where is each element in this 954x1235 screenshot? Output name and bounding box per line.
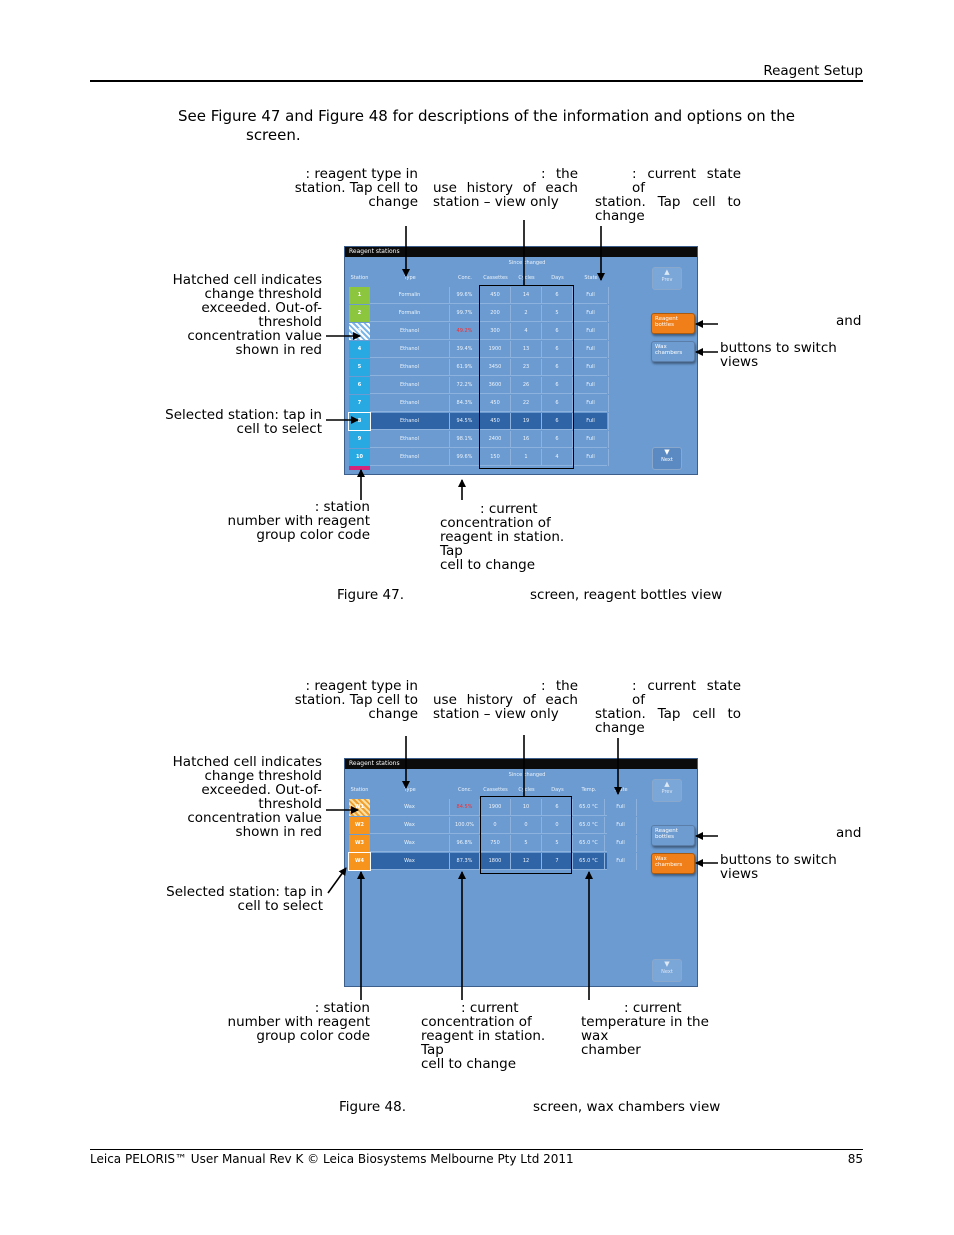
button-line: Wax: [655, 344, 667, 350]
cell-conc[interactable]: 84.5%: [450, 799, 480, 816]
cell-cyc: 0: [511, 817, 542, 834]
cell-days: 4: [542, 449, 573, 466]
cell-type[interactable]: Wax: [370, 799, 450, 816]
callout-line: shown in red: [235, 824, 322, 840]
cell-station[interactable]: 8: [349, 413, 370, 430]
cell-days: 5: [542, 835, 573, 852]
cell-cyc: 26: [511, 377, 542, 394]
cell-cyc: 10: [511, 799, 542, 816]
footer-text: Leica PELORIS™ User Manual Rev K © Leica Biosystems Melbourne Pty Ltd 2011: [90, 1152, 574, 1166]
cell-station[interactable]: 9: [349, 431, 370, 448]
callout-line: Selected station: tap in: [165, 407, 322, 423]
cell-days: 6: [542, 359, 573, 376]
cell-conc[interactable]: 87.3%: [450, 853, 480, 870]
cell-station[interactable]: 2: [349, 305, 370, 322]
cell-type[interactable]: Wax: [370, 817, 450, 834]
and-callout: and: [836, 313, 862, 329]
cell-station[interactable]: 5: [349, 359, 370, 376]
figure-48-caption: screen, wax chambers view: [533, 1099, 721, 1115]
cell-conc[interactable]: 84.3%: [450, 395, 480, 412]
intro-line-2: screen.: [246, 126, 301, 144]
cell-days: 6: [542, 287, 573, 304]
cell-state[interactable]: Full: [605, 835, 637, 852]
cell-cyc: 19: [511, 413, 542, 430]
callout-line: station. Tap cell to: [294, 692, 418, 708]
arrow-selected: [328, 868, 346, 893]
column-header: Conc.: [457, 787, 473, 793]
cell-type[interactable]: Ethanol: [370, 449, 450, 466]
button-line: Reagent: [655, 828, 678, 834]
page-number: 85: [847, 1152, 863, 1166]
up-arrow-icon: ▲: [664, 780, 670, 788]
callout-line: Hatched cell indicates: [172, 272, 322, 288]
screen-title: Reagent stations: [345, 759, 697, 769]
callout-line: : current: [461, 1000, 519, 1016]
down-arrow-icon: ▼: [664, 448, 670, 456]
cell-days: 6: [542, 395, 573, 412]
cell-cyc: 13: [511, 341, 542, 358]
cell-cyc: 4: [511, 323, 542, 340]
cell-station[interactable]: W3: [349, 835, 370, 852]
callout-line: station. Tap cell to: [595, 194, 741, 210]
callout-line: concentration value: [187, 328, 322, 344]
cell-type[interactable]: Ethanol: [370, 323, 450, 340]
column-header: Station: [350, 787, 369, 793]
callout-line: group color code: [256, 527, 370, 543]
cell-days: 6: [542, 413, 573, 430]
cell-conc[interactable]: 39.4%: [450, 341, 480, 358]
callout-line: : reagent type in: [305, 678, 418, 694]
cell-state[interactable]: Full: [573, 413, 609, 430]
column-header: Days: [551, 275, 564, 281]
cell-cyc: 16: [511, 431, 542, 448]
cell-cyc: 12: [511, 853, 542, 870]
cell-conc[interactable]: 72.2%: [450, 377, 480, 394]
cell-days: 0: [542, 817, 573, 834]
footer-rule: [90, 1149, 863, 1150]
callout-line: : current state of: [632, 678, 741, 708]
cell-state[interactable]: Full: [573, 431, 609, 448]
column-header: Cassettes: [483, 275, 508, 281]
intro-line-1: See Figure 47 and Figure 48 for descriptions of the information and options on the: [178, 107, 795, 125]
callout-line: Selected station: tap in: [166, 884, 323, 900]
cell-type[interactable]: Wax: [370, 835, 450, 852]
cell-station[interactable]: 3: [349, 323, 370, 340]
cell-state[interactable]: Full: [573, 341, 609, 358]
callout-line: chamber: [581, 1042, 641, 1058]
cell-state[interactable]: Full: [605, 853, 637, 870]
callout-line: change: [368, 706, 418, 722]
callout-line: station – view only: [433, 706, 559, 722]
callout-line: buttons to switch: [720, 852, 837, 868]
cell-type[interactable]: Formalin: [370, 305, 450, 322]
callout-line: reagent in station. Tap: [421, 1028, 546, 1058]
cell-state[interactable]: Full: [605, 799, 637, 816]
cell-state[interactable]: Full: [573, 323, 609, 340]
cell-cas: 300: [480, 323, 511, 340]
callout-line: station. Tap cell to: [595, 706, 741, 722]
cell-conc[interactable]: 98.1%: [450, 431, 480, 448]
button-line: chambers: [655, 350, 683, 356]
cell-days: 6: [542, 799, 573, 816]
callout-line: use history of each: [433, 180, 578, 196]
column-header: Cassettes: [483, 787, 508, 793]
next-label: Next: [661, 969, 673, 975]
callout-line: change: [595, 208, 645, 224]
cell-cyc: 1: [511, 449, 542, 466]
callout-line: reagent in station. Tap: [440, 529, 565, 559]
cell-conc[interactable]: 100.0%: [450, 817, 480, 834]
cell-station[interactable]: W2: [349, 817, 370, 834]
callout-line: : reagent type in: [305, 166, 418, 182]
column-header: Cycles: [518, 275, 535, 281]
callout-line: Hatched cell indicates: [172, 754, 322, 770]
cell-conc[interactable]: 99.7%: [450, 305, 480, 322]
cell-type[interactable]: Ethanol: [370, 341, 450, 358]
prev-label: Prev: [661, 789, 673, 795]
cell-type[interactable]: Ethanol: [370, 359, 450, 376]
callout-line: temperature in the wax: [581, 1014, 709, 1044]
cell-cas: 3600: [480, 377, 511, 394]
column-header: Temp.: [581, 787, 597, 793]
cell-cas: 750: [480, 835, 511, 852]
cell-state[interactable]: Full: [573, 359, 609, 376]
callout-line: change: [368, 194, 418, 210]
figure-48-number: Figure 48.: [339, 1099, 406, 1115]
callout-line: : current: [624, 1000, 682, 1016]
callout-line: station – view only: [433, 194, 559, 210]
cell-days: 5: [542, 305, 573, 322]
cell-days: 6: [542, 323, 573, 340]
cell-cas: 2400: [480, 431, 511, 448]
cell-cas: 1800: [480, 853, 511, 870]
cell-temp: 65.0 °C: [573, 817, 605, 834]
callout-line: exceeded. Out-of-: [201, 300, 322, 316]
callout-line: group color code: [256, 1028, 370, 1044]
since-changed-header: Since changed: [508, 260, 546, 266]
callout-line: buttons to switch: [720, 340, 837, 356]
cell-station[interactable]: 1: [349, 287, 370, 304]
cell-type[interactable]: Ethanol: [370, 413, 450, 430]
cell-temp: 65.0 °C: [573, 853, 605, 870]
callout-line: concentration of: [440, 515, 551, 531]
column-header: State: [614, 787, 628, 793]
cell-type[interactable]: Wax: [370, 853, 450, 870]
cell-station[interactable]: W1: [349, 799, 370, 816]
cell-conc[interactable]: 94.5%: [450, 413, 480, 430]
button-line: bottles: [655, 322, 674, 328]
callout-line: cell to select: [237, 898, 323, 914]
callout-line: concentration value: [187, 810, 322, 826]
cell-type[interactable]: Ethanol: [370, 377, 450, 394]
cell-station[interactable]: 10: [349, 449, 370, 466]
down-arrow-icon: ▼: [664, 960, 670, 968]
column-header: Cycles: [518, 787, 535, 793]
prev-label: Prev: [661, 277, 673, 283]
cell-cas: 450: [480, 287, 511, 304]
cell-cas: 3450: [480, 359, 511, 376]
cell-cas: 450: [480, 395, 511, 412]
cell-station[interactable]: W4: [349, 853, 370, 870]
up-arrow-icon: ▲: [664, 268, 670, 276]
callout-line: use history of each: [433, 692, 578, 708]
column-header: Station: [350, 275, 369, 281]
callout-line: threshold: [258, 796, 322, 812]
cell-cas: 1900: [480, 341, 511, 358]
callout-line: station. Tap cell to: [294, 180, 418, 196]
cell-station[interactable]: 7: [349, 395, 370, 412]
cell-conc[interactable]: 49.2%: [450, 323, 480, 340]
cell-cas: 1900: [480, 799, 511, 816]
cell-cyc: 23: [511, 359, 542, 376]
callout-line: : the: [541, 166, 578, 182]
callout-line: concentration of: [421, 1014, 532, 1030]
cell-cas: 0: [480, 817, 511, 834]
figure-47-caption: screen, reagent bottles view: [530, 587, 723, 603]
cell-days: 7: [542, 853, 573, 870]
cell-station[interactable]: 6: [349, 377, 370, 394]
cell-state[interactable]: Full: [605, 817, 637, 834]
cell-cyc: 22: [511, 395, 542, 412]
button-line: chambers: [655, 862, 683, 868]
cell-conc[interactable]: 99.6%: [450, 449, 480, 466]
cell-conc[interactable]: 61.9%: [450, 359, 480, 376]
cell-cyc: 2: [511, 305, 542, 322]
column-header: Conc.: [457, 275, 473, 281]
callout-line: change threshold: [204, 768, 322, 784]
button-line: Reagent: [655, 316, 678, 322]
cell-cas: 200: [480, 305, 511, 322]
section-header: Reagent Setup: [763, 63, 863, 79]
callout-line: : station: [314, 1000, 370, 1016]
column-header: Type: [404, 787, 416, 793]
cell-cyc: 14: [511, 287, 542, 304]
column-header: Days: [551, 787, 564, 793]
column-header: Type: [404, 275, 416, 281]
callout-line: : current state of: [632, 166, 741, 196]
cell-temp: 65.0 °C: [573, 835, 605, 852]
cell-days: 6: [542, 377, 573, 394]
cell-station[interactable]: 4: [349, 341, 370, 358]
callout-line: : current: [480, 501, 538, 517]
cell-type[interactable]: Ethanol: [370, 431, 450, 448]
cell-days: 6: [542, 431, 573, 448]
cell-conc[interactable]: 96.8%: [450, 835, 480, 852]
and-callout: and: [836, 825, 862, 841]
cell-temp: 65.0 °C: [573, 799, 605, 816]
figure-47-number: Figure 47.: [337, 587, 404, 603]
cell-cas: 150: [480, 449, 511, 466]
callout-line: threshold: [258, 314, 322, 330]
cell-cas: 450: [480, 413, 511, 430]
callout-line: change: [595, 720, 645, 736]
cell-days: 6: [542, 341, 573, 358]
screen-title: Reagent stations: [345, 247, 697, 257]
since-changed-header: Since changed: [508, 772, 546, 778]
button-line: Wax: [655, 856, 667, 862]
next-label: Next: [661, 457, 673, 463]
callout-line: views: [720, 354, 759, 370]
cell-state[interactable]: Full: [573, 395, 609, 412]
callout-line: cell to change: [440, 557, 536, 573]
cell-state[interactable]: Full: [573, 449, 609, 466]
cell-conc[interactable]: 99.6%: [450, 287, 480, 304]
callout-line: number with reagent: [227, 513, 370, 529]
callout-line: : station: [314, 499, 370, 515]
cell-state[interactable]: Full: [573, 287, 609, 304]
cell-state[interactable]: Full: [573, 305, 609, 322]
callout-line: exceeded. Out-of-: [201, 782, 322, 798]
callout-line: shown in red: [235, 342, 322, 358]
callout-line: cell to change: [421, 1056, 517, 1072]
callout-line: change threshold: [204, 286, 322, 302]
callout-line: cell to select: [236, 421, 322, 437]
callout-line: views: [720, 866, 759, 882]
column-header: State: [584, 275, 598, 281]
button-line: bottles: [655, 834, 674, 840]
cell-type[interactable]: Ethanol: [370, 395, 450, 412]
cell-state[interactable]: Full: [573, 377, 609, 394]
callout-line: : the: [541, 678, 578, 694]
cell-cyc: 5: [511, 835, 542, 852]
cell-type[interactable]: Formalin: [370, 287, 450, 304]
callout-line: number with reagent: [227, 1014, 370, 1030]
